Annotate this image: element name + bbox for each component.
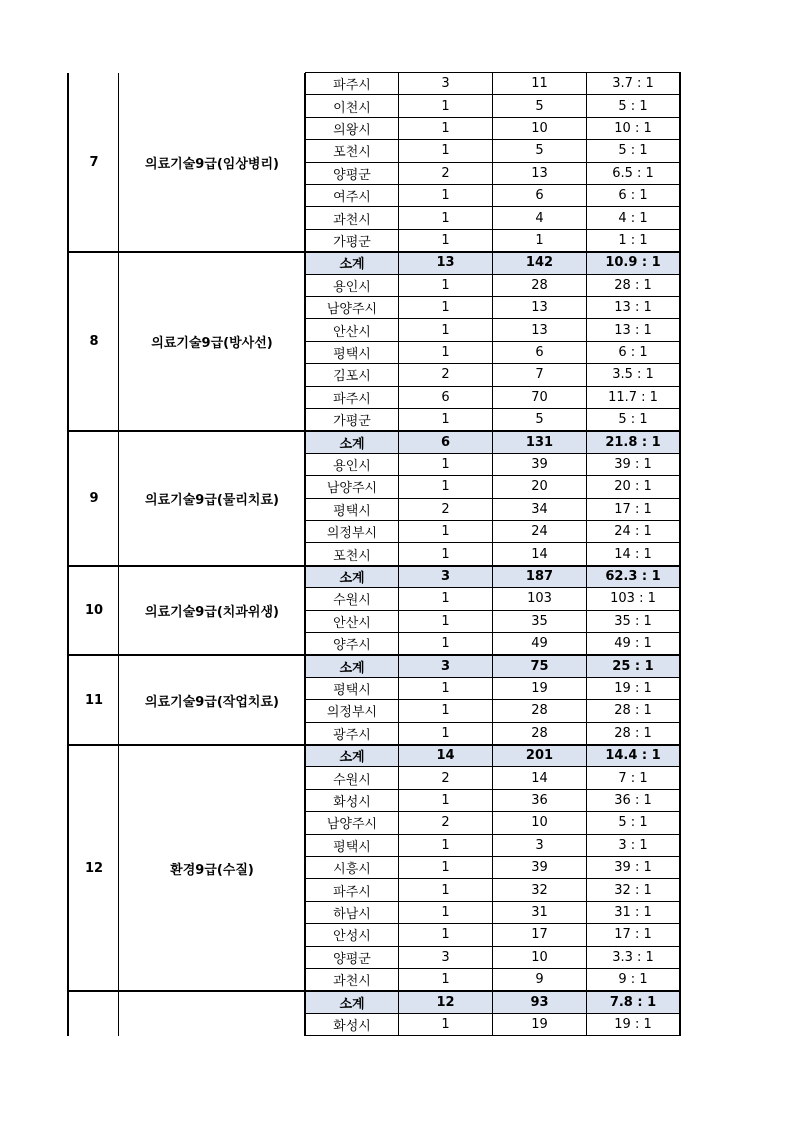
divider-line: [118, 73, 119, 1036]
applicants-cell: 13: [493, 319, 587, 341]
region-cell: 파주시: [305, 73, 399, 95]
ratio-cell: 103 : 1: [587, 588, 681, 610]
quota-cell: 1: [399, 588, 493, 610]
quota-cell: 1: [399, 879, 493, 901]
applicants-cell: 17: [493, 924, 587, 946]
ratio-cell: 25 : 1: [587, 655, 681, 677]
quota-cell: 1: [399, 454, 493, 476]
applicants-cell: 7: [493, 364, 587, 386]
quota-cell: 1: [399, 118, 493, 140]
quota-cell: 1: [399, 319, 493, 341]
quota-cell: 13: [399, 252, 493, 274]
applicants-cell: 1: [493, 230, 587, 252]
quota-cell: 3: [399, 947, 493, 969]
ratio-cell: 11.7 : 1: [587, 387, 681, 409]
applicants-cell: 10: [493, 118, 587, 140]
region-cell: 의정부시: [305, 700, 399, 722]
applicants-cell: 5: [493, 95, 587, 117]
region-cell: 안산시: [305, 319, 399, 341]
ratio-cell: 49 : 1: [587, 633, 681, 655]
quota-cell: 14: [399, 745, 493, 767]
quota-cell: 2: [399, 767, 493, 789]
quota-cell: 1: [399, 857, 493, 879]
ratio-cell: 39 : 1: [587, 454, 681, 476]
region-cell: 소계: [305, 991, 399, 1013]
region-cell: 포천시: [305, 543, 399, 565]
applicants-cell: 32: [493, 879, 587, 901]
applicants-cell: 5: [493, 409, 587, 431]
applicants-cell: 49: [493, 633, 587, 655]
applicants-cell: 70: [493, 387, 587, 409]
quota-cell: 1: [399, 409, 493, 431]
quota-cell: 1: [399, 700, 493, 722]
region-cell: 안산시: [305, 611, 399, 633]
applicants-cell: 20: [493, 476, 587, 498]
applicants-cell: 142: [493, 252, 587, 274]
quota-cell: 1: [399, 924, 493, 946]
region-cell: 김포시: [305, 364, 399, 386]
applicants-cell: 28: [493, 723, 587, 745]
applicants-cell: 35: [493, 611, 587, 633]
quota-cell: 2: [399, 163, 493, 185]
ratio-cell: 24 : 1: [587, 521, 681, 543]
region-cell: 용인시: [305, 275, 399, 297]
applicants-cell: 201: [493, 745, 587, 767]
applicants-cell: 93: [493, 991, 587, 1013]
region-cell: 화성시: [305, 790, 399, 812]
job-category: [119, 991, 305, 1036]
applicants-cell: 75: [493, 655, 587, 677]
region-cell: 소계: [305, 655, 399, 677]
applicants-cell: 14: [493, 543, 587, 565]
ratio-cell: 31 : 1: [587, 902, 681, 924]
quota-cell: 1: [399, 476, 493, 498]
quota-cell: 1: [399, 95, 493, 117]
region-cell: 파주시: [305, 879, 399, 901]
ratio-cell: 5 : 1: [587, 95, 681, 117]
quota-cell: 12: [399, 991, 493, 1013]
applicants-cell: 13: [493, 297, 587, 319]
quota-cell: 1: [399, 835, 493, 857]
ratio-cell: 6 : 1: [587, 185, 681, 207]
region-cell: 가평군: [305, 409, 399, 431]
quota-cell: 1: [399, 633, 493, 655]
job-category: 의료기술9급(방사선): [151, 336, 273, 352]
group-separator: [68, 565, 681, 567]
ratio-cell: 17 : 1: [587, 924, 681, 946]
job-category: 환경9급(수질): [170, 862, 254, 878]
applicants-cell: 3: [493, 835, 587, 857]
region-cell: 과천시: [305, 969, 399, 991]
group-number: 10: [84, 603, 104, 619]
quota-cell: 1: [399, 275, 493, 297]
ratio-cell: 3 : 1: [587, 835, 681, 857]
ratio-cell: 1 : 1: [587, 230, 681, 252]
ratio-cell: 5 : 1: [587, 812, 681, 834]
ratio-cell: 17 : 1: [587, 499, 681, 521]
ratio-cell: 6.5 : 1: [587, 163, 681, 185]
region-cell: 남양주시: [305, 297, 399, 319]
ratio-cell: 39 : 1: [587, 857, 681, 879]
ratio-cell: 3.7 : 1: [587, 73, 681, 95]
region-cell: 소계: [305, 745, 399, 767]
applicants-cell: 187: [493, 566, 587, 588]
quota-cell: 1: [399, 185, 493, 207]
quota-cell: 1: [399, 543, 493, 565]
ratio-cell: 9 : 1: [587, 969, 681, 991]
group-number: 12: [84, 860, 104, 876]
ratio-cell: 28 : 1: [587, 275, 681, 297]
applicants-cell: 13: [493, 163, 587, 185]
applicants-cell: 34: [493, 499, 587, 521]
applicants-cell: 103: [493, 588, 587, 610]
divider-line: [305, 72, 681, 73]
applicants-cell: 19: [493, 678, 587, 700]
quota-cell: 1: [399, 297, 493, 319]
quota-cell: 1: [399, 678, 493, 700]
group-separator: [68, 430, 681, 432]
applicants-cell: 6: [493, 342, 587, 364]
group-separator: [68, 744, 681, 746]
region-cell: 의왕시: [305, 118, 399, 140]
divider-line: [304, 73, 305, 1036]
region-cell: 파주시: [305, 387, 399, 409]
quota-cell: 1: [399, 611, 493, 633]
quota-cell: 2: [399, 499, 493, 521]
quota-cell: 6: [399, 431, 493, 453]
applicants-cell: 19: [493, 1014, 587, 1036]
group-number: 11: [84, 692, 104, 708]
left-border: [67, 73, 69, 1036]
region-cell: 양평군: [305, 947, 399, 969]
region-cell: 안성시: [305, 924, 399, 946]
applicants-cell: 24: [493, 521, 587, 543]
ratio-cell: 5 : 1: [587, 140, 681, 162]
region-cell: 화성시: [305, 1014, 399, 1036]
ratio-cell: 6 : 1: [587, 342, 681, 364]
applicants-cell: 39: [493, 857, 587, 879]
region-cell: 이천시: [305, 95, 399, 117]
quota-cell: 1: [399, 342, 493, 364]
region-cell: 여주시: [305, 185, 399, 207]
job-category: 의료기술9급(작업치료): [145, 694, 279, 710]
region-cell: 의정부시: [305, 521, 399, 543]
applicants-cell: 4: [493, 207, 587, 229]
region-cell: 하남시: [305, 902, 399, 924]
region-cell: 양평군: [305, 163, 399, 185]
quota-cell: 1: [399, 1014, 493, 1036]
quota-cell: 2: [399, 364, 493, 386]
region-cell: 소계: [305, 252, 399, 274]
ratio-cell: 13 : 1: [587, 297, 681, 319]
applicants-cell: 28: [493, 700, 587, 722]
applicants-cell: 131: [493, 431, 587, 453]
applicants-cell: 14: [493, 767, 587, 789]
quota-cell: 1: [399, 230, 493, 252]
ratio-cell: 36 : 1: [587, 790, 681, 812]
ratio-cell: 21.8 : 1: [587, 431, 681, 453]
ratio-cell: 4 : 1: [587, 207, 681, 229]
ratio-cell: 3.3 : 1: [587, 947, 681, 969]
quota-cell: 1: [399, 723, 493, 745]
quota-cell: 3: [399, 73, 493, 95]
group-separator: [68, 251, 681, 253]
applicants-cell: 36: [493, 790, 587, 812]
applicants-cell: 6: [493, 185, 587, 207]
region-cell: 시흥시: [305, 857, 399, 879]
ratio-cell: 20 : 1: [587, 476, 681, 498]
job-category: 의료기술9급(임상병리): [145, 157, 279, 173]
ratio-cell: 14 : 1: [587, 543, 681, 565]
ratio-cell: 28 : 1: [587, 723, 681, 745]
group-number: 7: [89, 155, 99, 171]
applicants-cell: 9: [493, 969, 587, 991]
quota-cell: 1: [399, 902, 493, 924]
quota-cell: 2: [399, 812, 493, 834]
applicants-cell: 39: [493, 454, 587, 476]
ratio-cell: 32 : 1: [587, 879, 681, 901]
ratio-cell: 10.9 : 1: [587, 252, 681, 274]
group-separator: [68, 990, 681, 992]
quota-cell: 1: [399, 790, 493, 812]
quota-cell: 1: [399, 207, 493, 229]
job-category: 의료기술9급(물리치료): [145, 493, 279, 509]
quota-cell: 6: [399, 387, 493, 409]
region-cell: 평택시: [305, 835, 399, 857]
ratio-cell: 13 : 1: [587, 319, 681, 341]
ratio-cell: 19 : 1: [587, 1014, 681, 1036]
ratio-cell: 35 : 1: [587, 611, 681, 633]
applicants-cell: 31: [493, 902, 587, 924]
ratio-cell: 3.5 : 1: [587, 364, 681, 386]
ratio-cell: 28 : 1: [587, 700, 681, 722]
ratio-cell: 7.8 : 1: [587, 991, 681, 1013]
quota-cell: 1: [399, 140, 493, 162]
region-cell: 용인시: [305, 454, 399, 476]
quota-cell: 3: [399, 655, 493, 677]
region-cell: 과천시: [305, 207, 399, 229]
quota-cell: 3: [399, 566, 493, 588]
applicants-cell: 11: [493, 73, 587, 95]
ratio-cell: 7 : 1: [587, 767, 681, 789]
job-category: 의료기술9급(치과위생): [145, 605, 279, 621]
group-separator: [68, 654, 681, 656]
group-number: 8: [89, 334, 99, 350]
ratio-cell: 10 : 1: [587, 118, 681, 140]
ratio-cell: 5 : 1: [587, 409, 681, 431]
region-cell: 남양주시: [305, 476, 399, 498]
ratio-cell: 19 : 1: [587, 678, 681, 700]
region-cell: 양주시: [305, 633, 399, 655]
quota-cell: 1: [399, 521, 493, 543]
region-cell: 소계: [305, 431, 399, 453]
group-number: [70, 991, 118, 1036]
region-cell: 평택시: [305, 342, 399, 364]
region-cell: 가평군: [305, 230, 399, 252]
applicants-cell: 10: [493, 947, 587, 969]
region-cell: 평택시: [305, 678, 399, 700]
region-cell: 평택시: [305, 499, 399, 521]
quota-cell: 1: [399, 969, 493, 991]
region-cell: 포천시: [305, 140, 399, 162]
ratio-cell: 62.3 : 1: [587, 566, 681, 588]
region-cell: 남양주시: [305, 812, 399, 834]
applicants-cell: 28: [493, 275, 587, 297]
region-cell: 수원시: [305, 767, 399, 789]
region-cell: 수원시: [305, 588, 399, 610]
applicants-cell: 5: [493, 140, 587, 162]
applicants-cell: 10: [493, 812, 587, 834]
ratio-cell: 14.4 : 1: [587, 745, 681, 767]
group-number: 9: [89, 491, 99, 507]
region-cell: 소계: [305, 566, 399, 588]
region-cell: 광주시: [305, 723, 399, 745]
